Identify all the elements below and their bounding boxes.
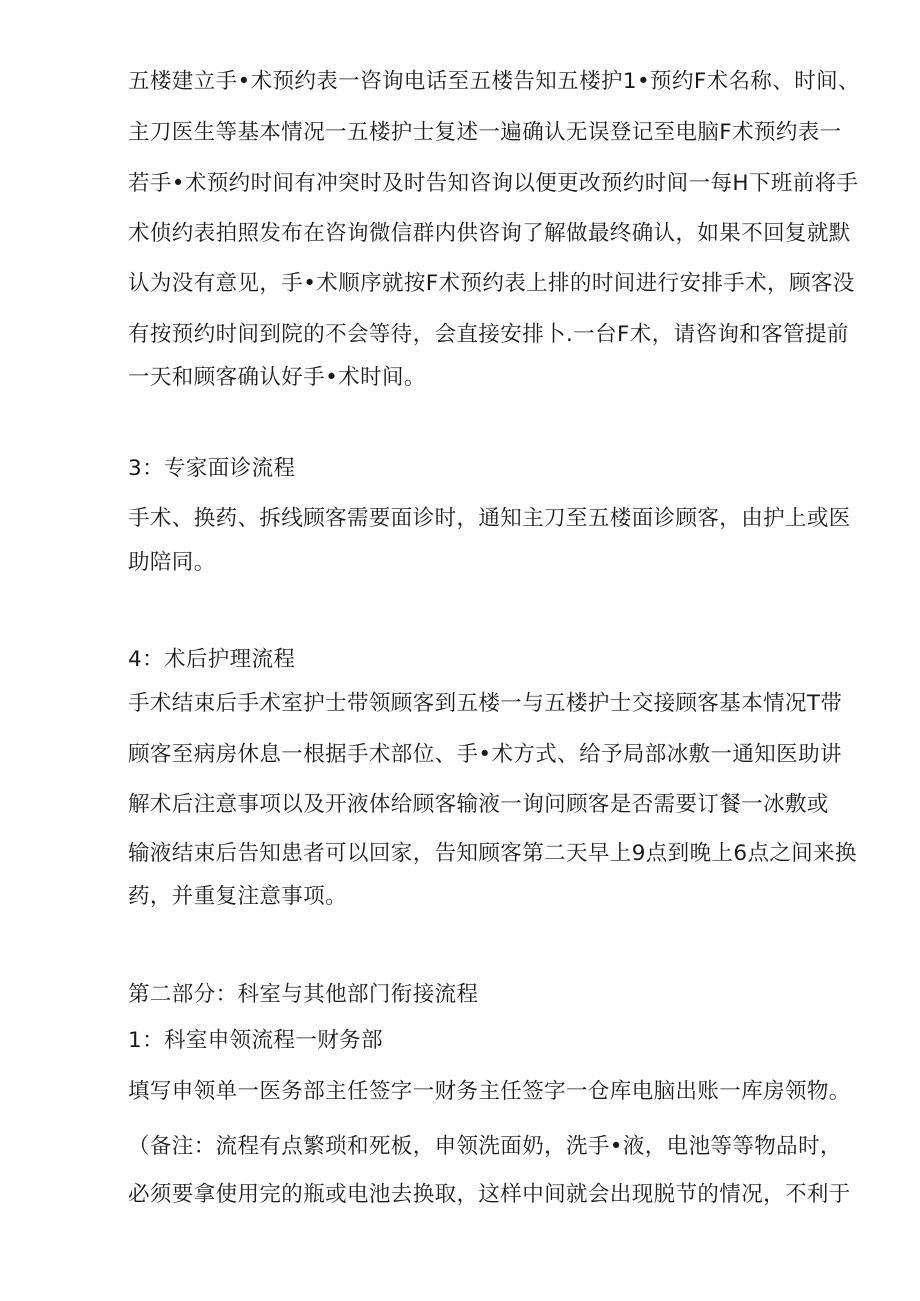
text-line: 手术、换药、拆线顾客需要面诊时，通知主刀至五楼面诊顾客，由护上或医 [128,506,851,531]
text-line: 若手•术预约时间有冲突时及时告知咨询以便更改预约时间一每H下班前将手 [128,171,859,196]
part-heading: 第二部分：科室与其他部门衔接流程 [128,982,479,1007]
text-line: 药，并重复注意事项。 [128,884,348,909]
text-line: 认为没有意见，手•术顺序就按F术预约表上排的时间进行安排手术，顾客没 [128,271,855,296]
text-line: 必须要拿使用完的瓶或电池去换取，这样中间就会出现脱节的情况，不利于 [128,1182,851,1207]
text-line: 一天和顾客确认好手•术时间。 [128,365,426,390]
text-line: 解术后注意事项以及开液体给顾客输液一询问顾客是否需要订餐一冰敷或 [128,792,829,817]
text-line: 顾客至病房休息一根据手术部位、手•术方式、给予局部冰敷一通知医助讲 [128,742,842,767]
text-line: 主刀医生等基本情况一五楼护士复述一遍确认无误登记至电脑F术预约表一 [128,120,842,145]
section-heading: 3：专家面诊流程 [128,456,296,481]
text-line: （备注：流程有点繁琐和死板，申领洗面奶，洗手•液，电池等等物品时， [128,1134,842,1159]
text-line: 手术结束后手术室护士带领顾客到五楼一与五楼护士交接顾客基本情况T带 [128,691,843,716]
text-line: 有按预约时间到院的不会等待，会直接安排卜.一台F术，请咨询和客管提前 [128,322,849,347]
section-heading: 1：科室申领流程一财务部 [128,1028,383,1053]
text-line: 术侦约表拍照发布在咨询微信群内供咨询了解做最终确认，如果不回复就默 [128,221,851,246]
text-line: 填写申领单一医务部主任签字一财务主任签字一仓库电脑出账一库房领物。 [128,1079,851,1104]
section-heading: 4：术后护理流程 [128,647,296,672]
text-line: 输液结束后告知患者可以回家，告知顾客第二天早上9点到晚上6点之间来换 [128,841,857,866]
text-line: 助陪同。 [128,550,216,575]
text-line: 五楼建立手•术预约表一咨询电话至五楼告知五楼护1•预约F术名称、时间、 [128,69,860,94]
